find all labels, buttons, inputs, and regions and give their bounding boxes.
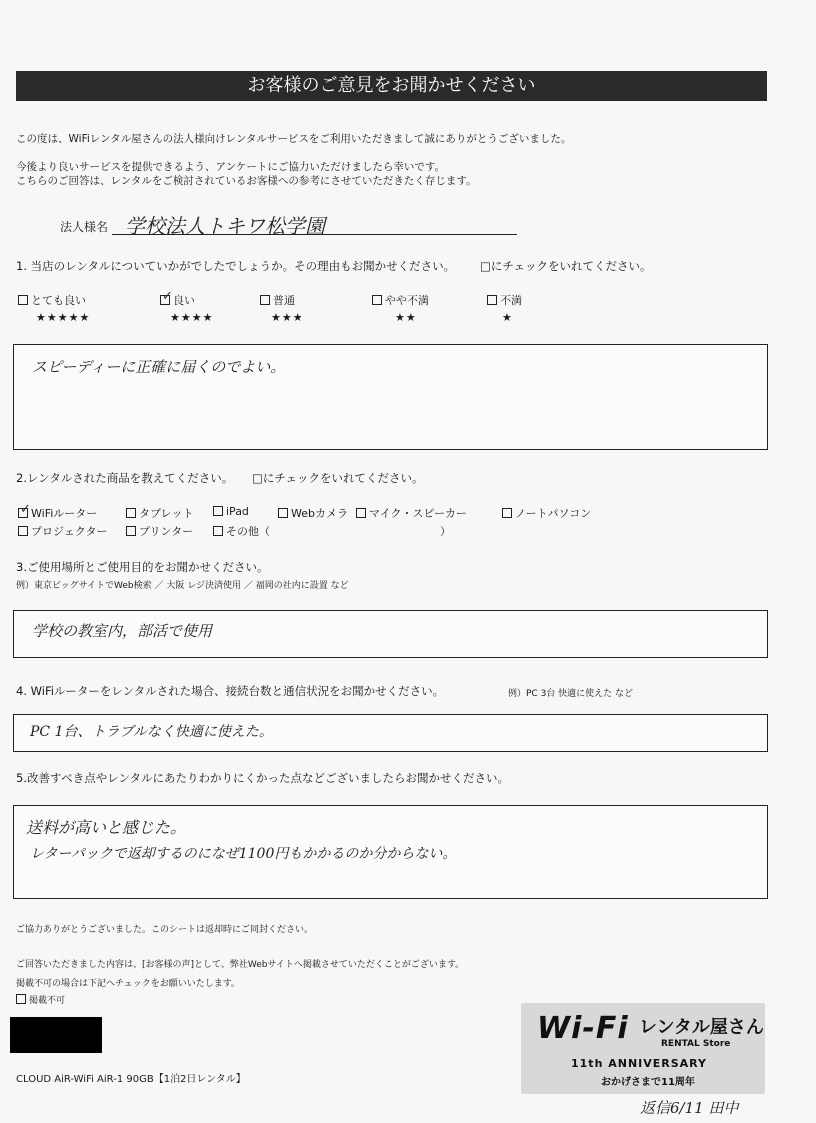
q2-option-printer[interactable]: プリンター bbox=[126, 523, 193, 539]
company-underline bbox=[112, 234, 517, 235]
checkbox[interactable] bbox=[278, 508, 288, 518]
q3-answer: 学校の教室内，部活で使用 bbox=[32, 622, 213, 640]
checkbox[interactable] bbox=[260, 295, 270, 305]
checkbox[interactable] bbox=[18, 295, 28, 305]
q2-note: □にチェックをいれてください。 bbox=[252, 471, 424, 485]
company-label: 法人様名 bbox=[60, 220, 109, 234]
stars-3: ★★★ bbox=[271, 311, 304, 324]
q1-answer: スピーディーに正確に届くのでよい。 bbox=[32, 358, 286, 376]
intro-line-2: 今後より良いサービスを提供できるよう、アンケートにご協力いただけましたら幸いです。 bbox=[16, 161, 446, 173]
brand-logo bbox=[521, 1003, 765, 1094]
q5-answer-line-1: 送料が高いと感じた。 bbox=[26, 818, 187, 837]
q2-other-close: ） bbox=[440, 525, 451, 538]
q2-option-projector[interactable]: プロジェクター bbox=[18, 523, 108, 539]
reply-note: 返信6/11 田中 bbox=[640, 1099, 739, 1117]
page-title: お客様のご意見をお聞かせください bbox=[16, 71, 767, 101]
checkbox[interactable] bbox=[487, 295, 497, 305]
checkbox[interactable] bbox=[126, 508, 136, 518]
logo-subtitle: RENTAL Store bbox=[661, 1039, 731, 1049]
no-publish-option[interactable]: 掲載不可 bbox=[16, 993, 65, 1006]
q1-option-5[interactable]: 不満 bbox=[487, 292, 522, 308]
q1-note: □にチェックをいれてください。 bbox=[480, 259, 652, 273]
intro-line-1: この度は、WiFiレンタル屋さんの法人様向けレンタルサービスをご利用いただきまして誠にありがとうございました。 bbox=[16, 133, 572, 145]
stars-4: ★★★★ bbox=[170, 311, 214, 324]
logo-thanks: おかげさまで11周年 bbox=[601, 1077, 695, 1088]
q3-text: 3.ご使用場所とご使用目的をお聞かせください。 bbox=[16, 560, 269, 574]
checkbox[interactable] bbox=[502, 508, 512, 518]
q2-option-mic[interactable]: マイク・スピーカー bbox=[356, 505, 467, 521]
checkbox[interactable] bbox=[126, 526, 136, 536]
stars-5: ★★★★★ bbox=[36, 311, 91, 324]
q2-option-other[interactable]: その他（ bbox=[213, 523, 270, 539]
stars-2: ★★ bbox=[395, 311, 417, 324]
q1-option-3[interactable]: 普通 bbox=[260, 292, 295, 308]
checkbox[interactable] bbox=[213, 526, 223, 536]
q1-option-1[interactable]: とても良い bbox=[18, 292, 86, 308]
q5-answer-line-2: レターパックで返却するのになぜ1100円もかかるのか分からない。 bbox=[30, 846, 457, 862]
q2-option-wifi[interactable]: ✓ WiFiルーター bbox=[20, 502, 98, 520]
q1-text: 1. 当店のレンタルについていかがでしたでしょうか。その理由もお聞かせください。 bbox=[16, 259, 456, 273]
checkbox[interactable] bbox=[356, 508, 366, 518]
q2-option-webcam[interactable]: Webカメラ bbox=[278, 505, 348, 521]
product-name: CLOUD AiR-WiFi AiR-1 90GB【1泊2日レンタル】 bbox=[16, 1074, 246, 1085]
q5-text: 5.改善すべき点やレンタルにあたりわかりにくかった点などございましたらお聞かせください。 bbox=[16, 771, 509, 785]
footer-publish-2: 掲載不可の場合は下記へチェックをお願いいたします。 bbox=[16, 979, 241, 989]
q4-example: 例）PC 3台 快適に使えた など bbox=[508, 689, 634, 699]
q4-text: 4. WiFiルーターをレンタルされた場合、接続台数と通信状況をお聞かせください。 bbox=[16, 684, 445, 698]
checkbox[interactable] bbox=[372, 295, 382, 305]
q1-option-4[interactable]: やや不満 bbox=[372, 292, 429, 308]
intro-line-3: こちらのご回答は、レンタルをご検討されているお客様への参考にさせていただきたく存じます。 bbox=[16, 175, 477, 187]
q1-option-2[interactable]: ✓ 良い bbox=[162, 289, 195, 307]
checkbox[interactable] bbox=[16, 994, 26, 1004]
checkbox-checked[interactable]: ✓ bbox=[20, 502, 31, 517]
q2-text: 2.レンタルされた商品を教えてください。 bbox=[16, 471, 234, 485]
logo-wifi-text: Wi-Fi bbox=[537, 1011, 629, 1046]
q3-example: 例）東京ビッグサイトでWeb検索 ／ 大阪 レジ決済使用 ／ 福岡の社内に設置 など bbox=[16, 581, 349, 591]
footer-thanks: ご協力ありがとうございました。このシートは返却時にご同封ください。 bbox=[16, 925, 314, 935]
q4-answer: PC 1台、トラブルなく快適に使えた。 bbox=[30, 724, 273, 740]
q2-option-laptop[interactable]: ノートパソコン bbox=[502, 505, 591, 521]
q2-option-tablet[interactable]: タブレット bbox=[126, 505, 193, 521]
logo-title: レンタル屋さん bbox=[639, 1017, 764, 1038]
checkbox[interactable] bbox=[18, 526, 28, 536]
checkbox[interactable] bbox=[213, 506, 223, 516]
footer-publish-1: ご回答いただきました内容は、[お客様の声]として、弊社Webサイトへ掲載させていただくことがございます。 bbox=[16, 960, 465, 970]
redacted-block bbox=[10, 1017, 102, 1053]
company-name: 学校法人トキワ松学園 bbox=[125, 214, 325, 238]
stars-1: ★ bbox=[502, 311, 513, 324]
logo-anniversary: 11th ANNIVERSARY bbox=[571, 1057, 708, 1070]
q2-option-ipad[interactable]: iPad bbox=[213, 505, 249, 518]
checkbox-checked[interactable]: ✓ bbox=[162, 289, 173, 304]
